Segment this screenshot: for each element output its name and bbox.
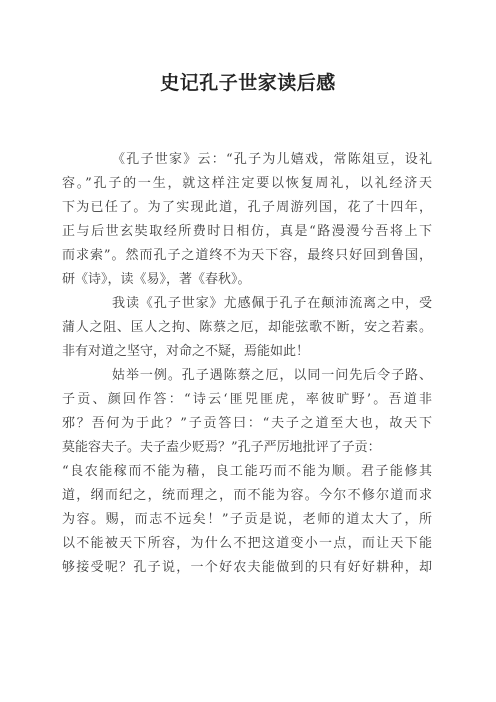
text-line: 研《诗》，读《易》，著《春秋》。 <box>62 272 251 287</box>
text-line: 而求索”。然而孔子之道终不为天下容，最终只好回到鲁国， <box>62 248 432 263</box>
text-line: 姑举一例。孔子遇陈蔡之厄，以同一问先后令子路、 <box>112 368 432 383</box>
text-line: 我读《孔子世家》尤感佩于孔子在颠沛流离之中，受 <box>112 296 432 311</box>
text-line: 《孔子世家》云：“孔子为儿嬉戏，常陈俎豆，设礼 <box>112 152 432 167</box>
text-line: 莫能容夫子。夫子盍少贬焉？”孔子严厉地批评了子贡： <box>62 440 381 455</box>
text-line: 蒲人之阻、匡人之拘、陈蔡之厄，却能弦歌不断，安之若素。 <box>62 320 432 335</box>
text-line: “良农能稼而不能为穑，良工能巧而不能为顺。君子能修其 <box>62 464 432 479</box>
text-line: 正与后世玄奘取经所费时日相仿，真是“路漫漫兮吾将上下 <box>62 224 432 239</box>
text-line: 非有对道之坚守，对命之不疑，焉能如此！ <box>62 344 310 359</box>
text-line: 道，纲而纪之，统而理之，而不能为容。今尔不修尔道而求 <box>62 488 432 503</box>
text-line: 容。”孔子的一生，就这样注定要以恢复周礼，以礼经济天 <box>62 176 432 191</box>
text-line: 为容。赐，而志不远矣！”子贡是说，老师的道太大了，所 <box>62 512 432 527</box>
text-line: 够接受呢？孔子说，一个好农夫能做到的只有好好耕种，却 <box>62 560 432 575</box>
text-line: 下为已任了。为了实现此道，孔子周游列国，花了十四年， <box>62 200 432 215</box>
text-line: 子贡、颜回作答：“诗云‘匪兕匪虎，率彼旷野’。吾道非 <box>62 392 432 407</box>
document-body <box>62 148 432 580</box>
text-line: 邪？吾何为于此？”子贡答曰：“夫子之道至大也，故天下 <box>62 416 432 431</box>
text-line: 以不能被天下所容，为什么不把这道变小一点，而让天下能 <box>62 536 432 551</box>
document-title: 史记孔子世家读后感 <box>160 72 336 94</box>
